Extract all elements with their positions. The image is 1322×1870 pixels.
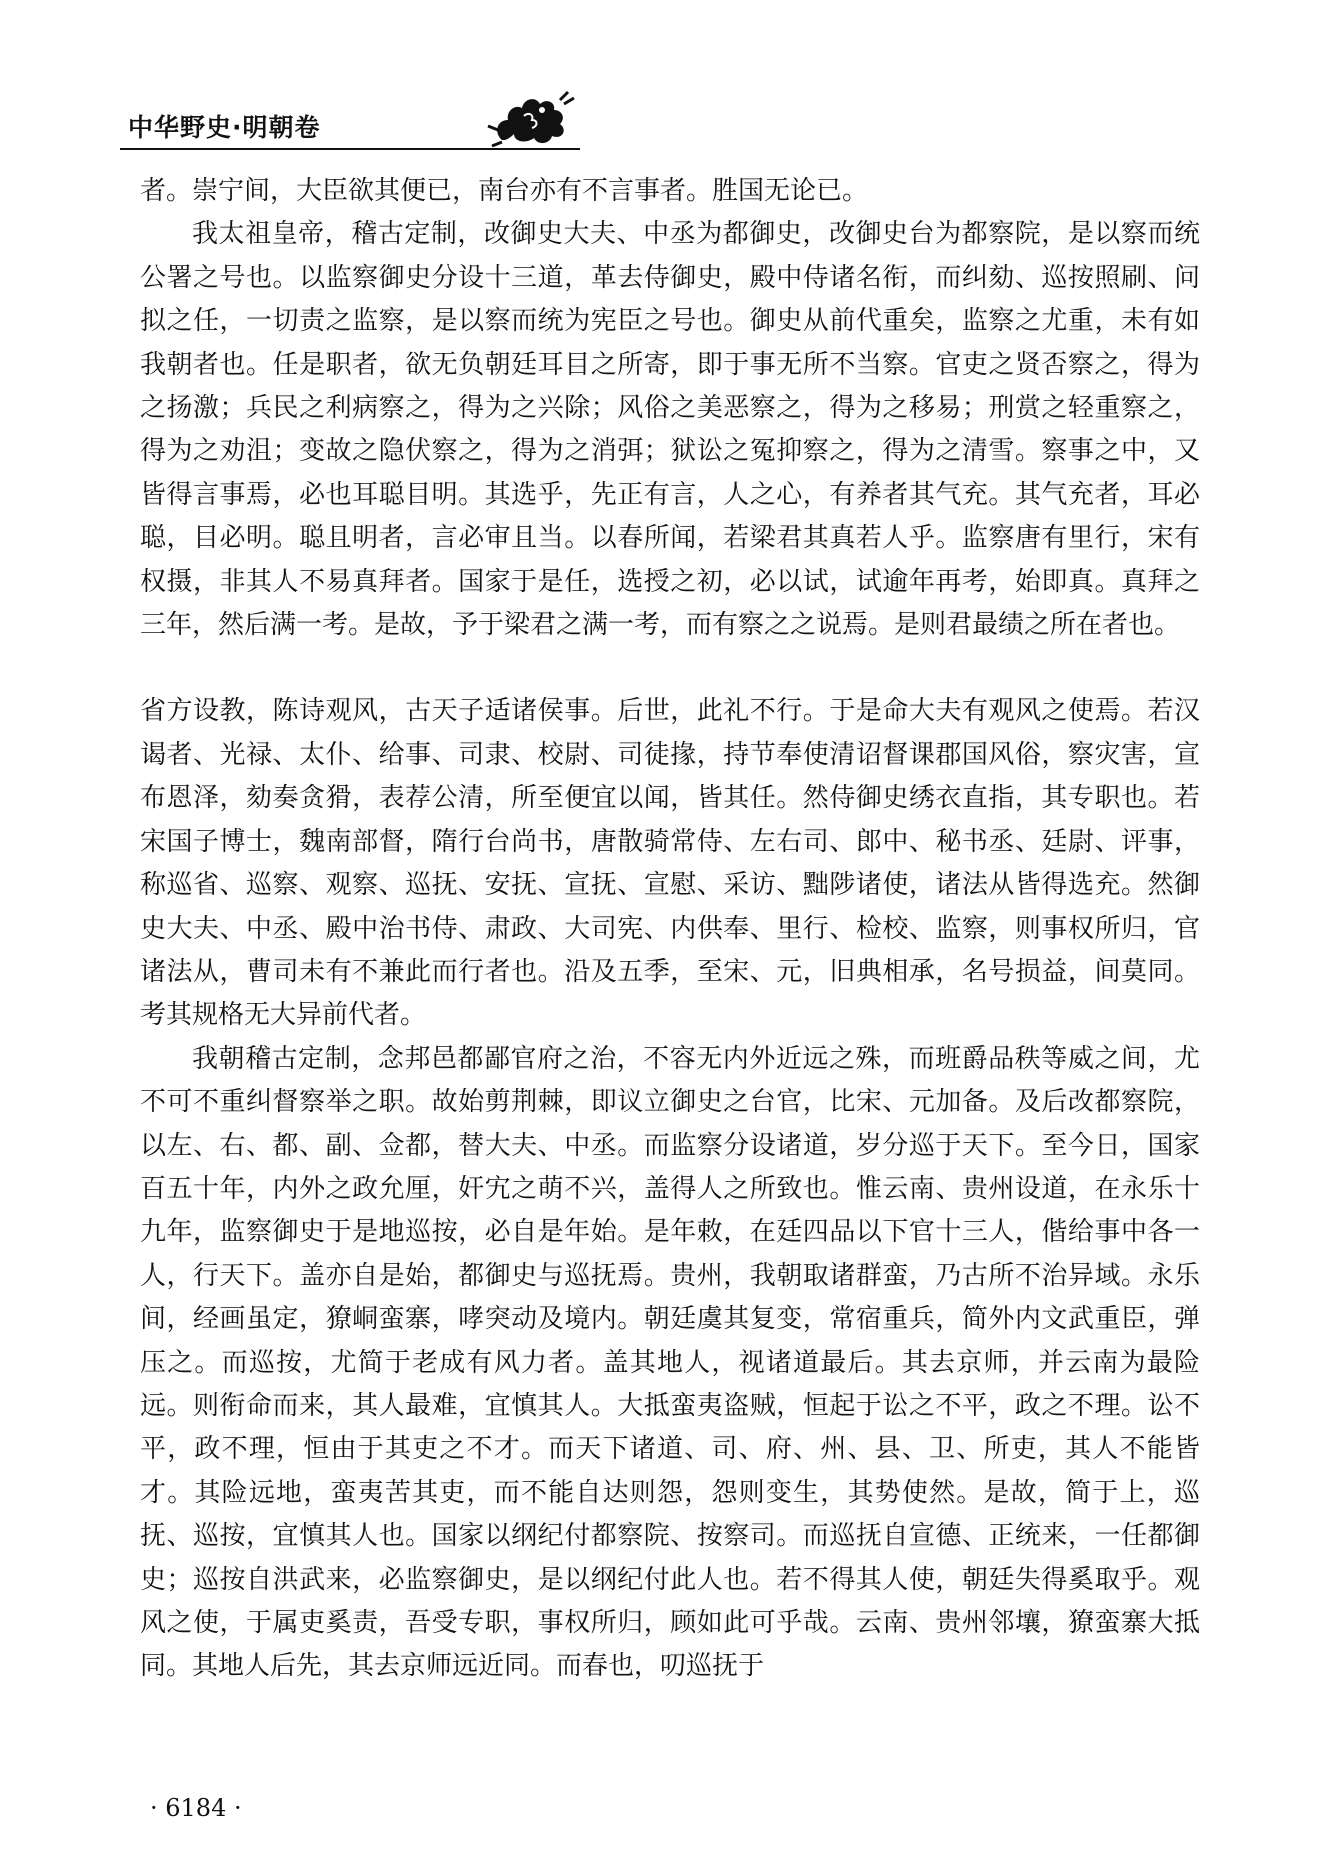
header-rule xyxy=(120,148,580,150)
book-title: 中华野史·明朝卷 xyxy=(128,113,321,142)
page-number: · 6184 · xyxy=(150,1794,242,1822)
paragraph: 我朝稽古定制，念邦邑都鄙官府之治，不容无内外近远之殊，而班爵品秩等威之间，尤不可不重纠督察举之职。故始剪荆棘，即议立御史之台官，比宋、元加备。及后改都察院，以左、右、都、副、佥都，替大夫、中丞。而监察分设诸道，岁分巡于天下。至今日，国家百五十年，内外之政允厘，奸宄之萌不兴，盖得人之所致也。惟云南、贵州设道，在永乐十九年，监察御史于是地巡按，必自是年始。是年敕，在廷四品以下官十三人，偕给事中各一人，行天下。盖亦自是始，都御史与巡抚焉。贵州，我朝取诸群蛮，乃古所不治异域。永乐间，经画虽定，獠峒蛮寨，哮突动及境内。朝廷虞其复变，常宿重兵，简外内文武重臣，弹压之。而巡按，尤简于老成有风力者。盖其地人，视诸道最后。其去京师，并云南为最险远。则衔命而来，其人最难，宜慎其人。大抵蛮夷盗贼，恒起于讼之不平，政之不理。讼不平，政不理，恒由于其吏之不才。而天下诸道、司、府、州、县、卫、所吏，其人不能皆才。其险远地，蛮夷苦其吏，而不能自达则怨，怨则变生，其势使然。是故，简于上，巡抚、巡按，宜慎其人也。国家以纲纪付都察院、按察司。而巡抚自宣德、正统来，一任都御史；巡按自洪武来，必监察御史，是以纲纪付此人也。若不得其人使，朝廷失得奚取乎。观风之使，于属吏奚责，吾受专职，事权所归，顾如此可乎哉。云南、贵州邻壤，獠蛮寨大抵同。其地人后先，其去京师远近同。而春也，叨巡抚于 xyxy=(140,1043,1200,1682)
dragon-icon xyxy=(480,86,580,152)
running-header xyxy=(120,86,580,156)
paragraph: 省方设教，陈诗观风，古天子适诸侯事。后世，此礼不行。于是命大夫有观风之使焉。若汉谒者、光禄、太仆、给事、司隶、校尉、司徒掾，持节奉使清诏督课郡国风俗，察灾害，宣布恩泽，劾奏贪猾，表荐公清，所至便宜以闻，皆其任。然侍御史绣衣直指，其专职也。若宋国子博士，魏南部督，隋行台尚书，唐散骑常侍、左右司、郎中、秘书丞、廷尉、评事，称巡省、巡察、观察、巡抚、安抚、宣抚、宣慰、采访、黜陟诸使，诸法从皆得选充。然御史大夫、中丞、殿中治书侍、肃政、大司宪、内供奉、里行、检校、监察，则事权所归，官诸法从，曹司未有不兼此而行者也。沿及五季，至宋、元，旧典相承，名号损益，间莫同。考其规格无大异前代者。 xyxy=(140,696,1200,1031)
paragraph: 我太祖皇帝，稽古定制，改御史大夫、中丞为都御史，改御史台为都察院，是以察而统公署之号也。以监察御史分设十三道，革去侍御史，殿中侍诸名衔，而纠劾、巡按照刷、问拟之任，一切责之监察，是以察而统为宪臣之号也。御史从前代重矣，监察之尤重，未有如我朝者也。任是职者，欲无负朝廷耳目之所寄，即于事无所不当察。官吏之贤否察之，得为之扬激；兵民之利病察之，得为之兴除；风俗之美恶察之，得为之移易；刑赏之轻重察之，得为之劝沮；变故之隐伏察之，得为之消弭；狱讼之冤抑察之，得为之清雪。察事之中，又皆得言事焉，必也耳聪目明。其选乎，先正有言，人之心，有养者其气充。其气充者，耳必聪，目必明。聪且明者，言必审且当。以春所闻，若梁君其真若人乎。监察唐有里行，宋有权摄，非其人不易真拜者。国家于是任，选授之初，必以试，试逾年再考，始即真。真拜之三年，然后满一考。是故，予于梁君之满一考，而有察之之说焉。是则君最绩之所在者也。 xyxy=(140,219,1200,641)
body-text xyxy=(140,170,1200,1689)
paragraph: 者。崇宁间，大臣欲其便已，南台亦有不言事者。胜国无论已。 xyxy=(140,176,869,206)
